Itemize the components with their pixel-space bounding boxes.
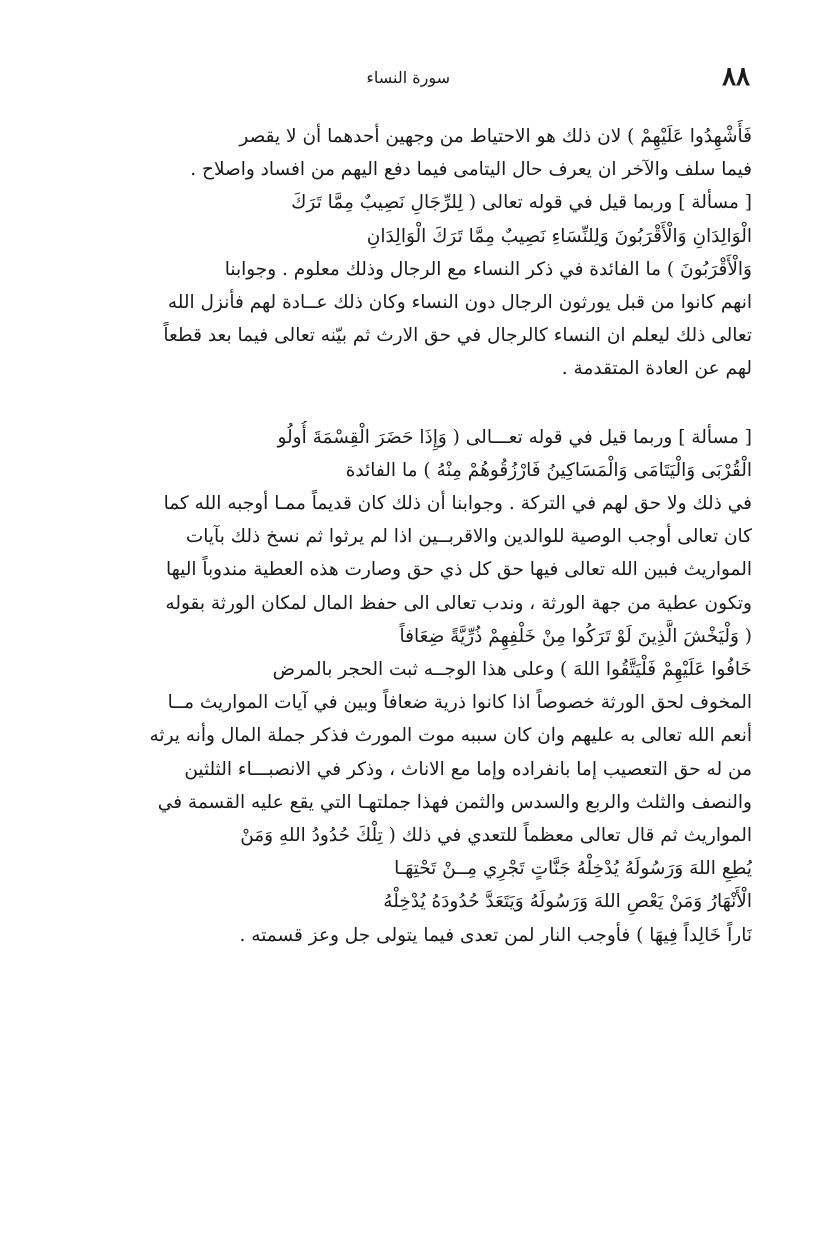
text-line: الْقُرْبَى وَالْيَتَامَى وَالْمَسَاكِينُ فَارْزُقُوهُمْ مِنْهُ ) ما الفائدة — [345, 459, 752, 481]
paragraph — [80, 120, 752, 186]
paragraph — [80, 186, 752, 385]
text-line: فَأَشْهِدُوا عَلَيْهِمْ ) لان ذلك هو الاحتياط من وجهين أحدهما أن لا يقصر — [239, 126, 752, 147]
text-line: تعالى ذلك ليعلم ان النساء كالرجال في حق الارث ثم بيّنه تعالى فيما بعد قطعاً — [163, 325, 752, 347]
text-line: يُطِعِ اللهَ وَرَسُولَهُ يُدْخِلْهُ جَنَّاتٍ تَجْرِي مِــنْ تَحْتِهَـا — [394, 858, 752, 880]
text-line: المواريث ثم قال تعالى معظماً للتعدي في ذلك ( تِلْكَ حُدُودُ اللهِ وَمَنْ — [240, 825, 752, 847]
text-line: لهم عن العادة المتقدمة . — [561, 358, 752, 380]
text-line: خَافُوا عَلَيْهِمْ فَلْيَتَّقُوا اللهَ ) وعلى هذا الوجــه ثبت الحجر بالمرض — [272, 659, 752, 681]
text-line: وتكون عطية من جهة الورثة ، وندب تعالى الى حفظ المال لمكان الورثة بقوله — [165, 592, 752, 614]
text-line: المخوف لحق الورثة خصوصاً اذا كانوا ذرية ضعافاً وبين في آيات المواريث مــا — [167, 692, 752, 714]
page-body — [80, 120, 752, 952]
text-line: فيما سلف والآخر ان يعرف حال اليتامى فيما دفع اليهم من افساد واصلاح . — [190, 159, 752, 181]
text-line: الْأَنْهَارُ وَمَنْ يَعْصِ اللهَ وَرَسُولَهُ وَيَتَعَدَّ حُدُودَهُ يُدْخِلْهُ — [383, 891, 752, 913]
text-line: والنصف والثلث والربع والسدس والثمن فهذا جملتهـا التي يقع عليه القسمة في — [157, 791, 752, 813]
text-line: أنعم الله تعالى به عليهم وان كان سببه موت المورث فذكر جملة المال وأنه يرثه — [149, 725, 752, 747]
text-line: وَالْأَقْرَبُونَ ) ما الفائدة في ذكر النساء مع الرجال وذلك معلوم . وجوابنا — [224, 258, 752, 280]
page-number: ٨٨ — [722, 62, 750, 92]
page-header — [80, 62, 750, 102]
text-line: من له حق التعصيب إما بانفراده وإما مع الاناث ، وذكر في الانصبـــاء الثلثين — [184, 758, 752, 780]
text-line: [ مسألة ] وربما قيل في قوله تعـــالى ( وَإِذَا حَضَرَ الْقِسْمَةَ أُولُو — [277, 426, 752, 448]
text-line: نَاراً خَالِداً فِيهَا ) فأوجب النار لمن تعدى فيما يتولى جل وعز قسمته . — [239, 924, 752, 946]
text-line: المواريث فبين الله تعالى فيها حق كل ذي حق وصارت هذه العطية مندوباً اليها — [165, 559, 752, 581]
text-line: [ مسألة ] وربما قيل في قوله تعالى ( لِلرِّجَالِ نَصِيبٌ مِمَّا تَرَكَ — [291, 192, 752, 214]
text-line: ( وَلْيَخْشَ الَّذِينَ لَوْ تَرَكُوا مِنْ خَلْفِهِمْ ذُرِّيَّةً ضِعَافاً — [399, 625, 752, 647]
paragraph — [80, 421, 752, 952]
text-line: كان تعالى أوجب الوصية للوالدين والاقربــين اذا لم يرثوا ثم نسخ ذلك بآيات — [185, 526, 752, 548]
text-line: انهم كانوا من قبل يورثون الرجال دون النساء وكان ذلك عــادة لهم فأنزل الله — [167, 292, 752, 314]
text-line: الْوَالِدَانِ وَالْأَقْرَبُونَ وَلِلنِّسَاءِ نَصِيبٌ مِمَّا تَرَكَ الْوَالِدَانِ — [366, 225, 752, 247]
text-line: في ذلك ولا حق لهم في التركة . وجوابنا أن ذلك كان قديماً ممـا أوجبه الله كما — [163, 493, 752, 515]
running-title: سورة النساء — [366, 68, 450, 87]
